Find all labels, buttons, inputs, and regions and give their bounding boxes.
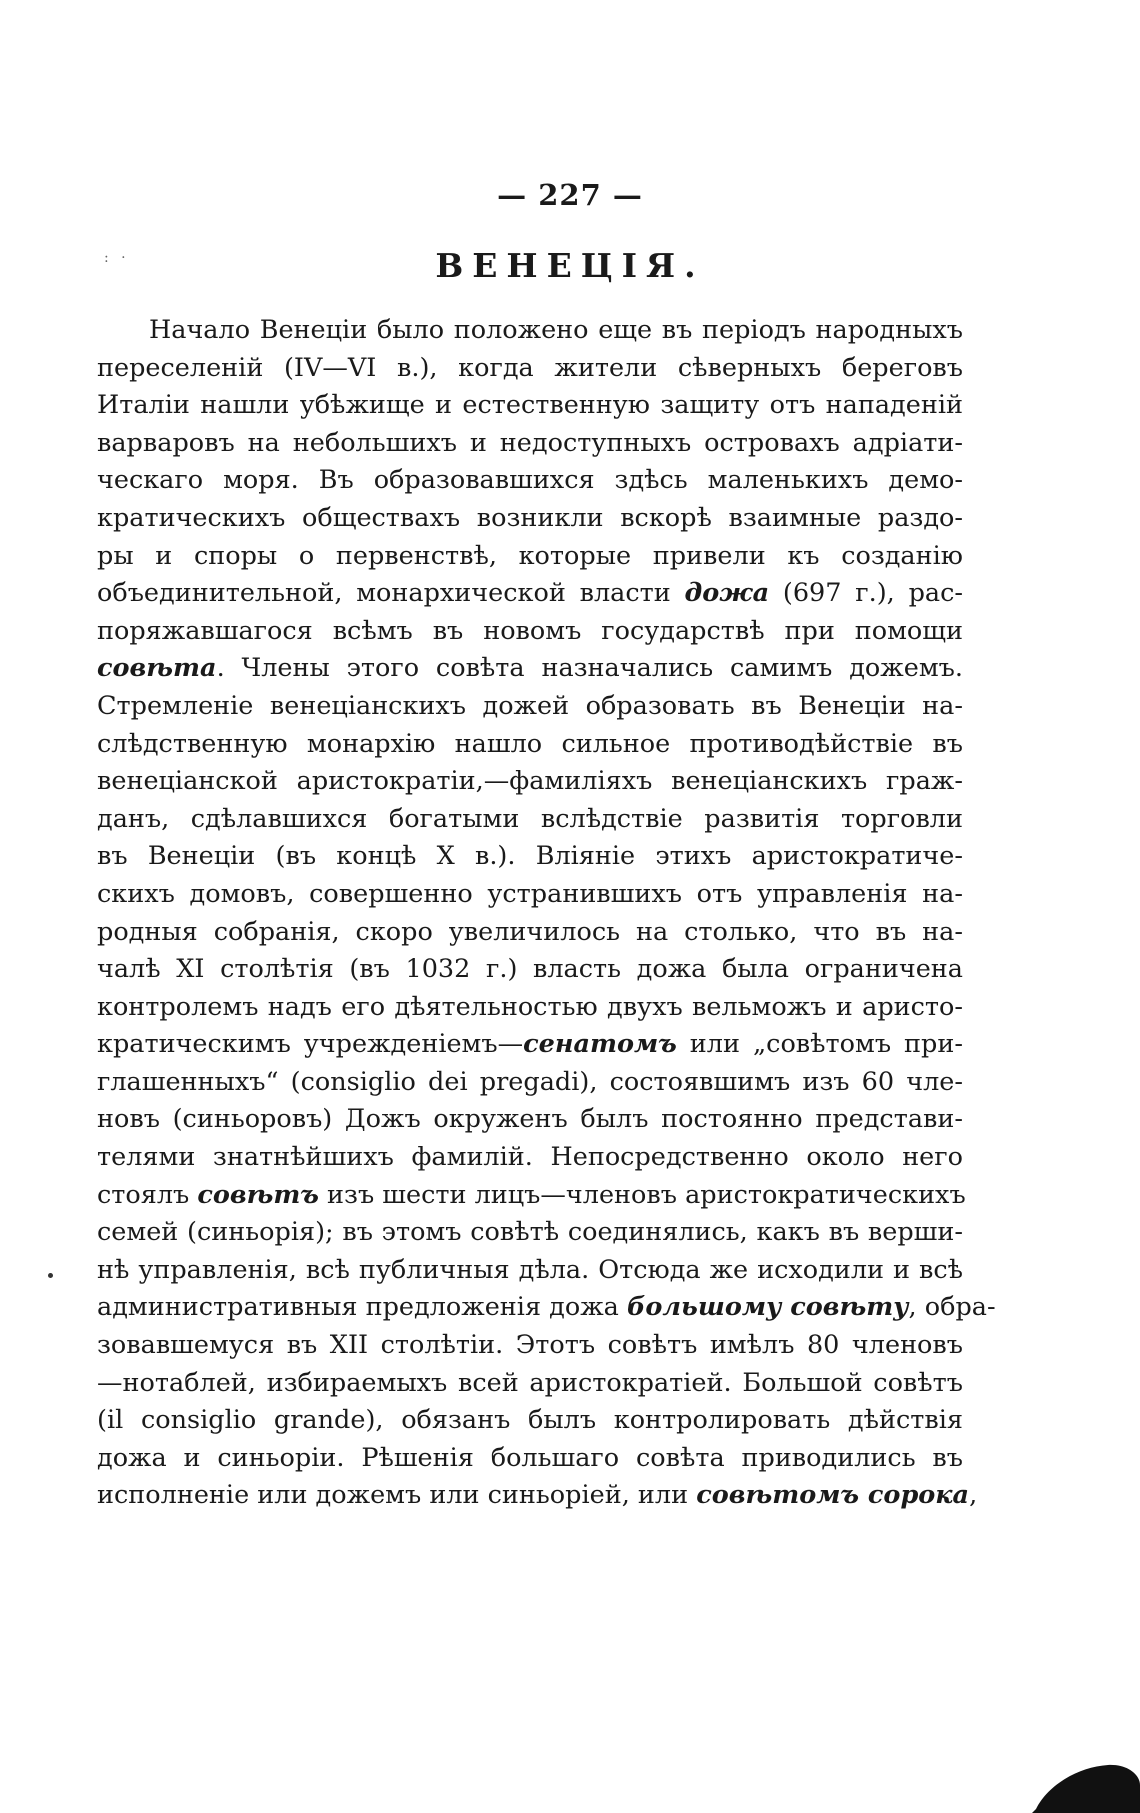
text-line: нѣ управленія, всѣ публичныя дѣла. Отсюда же исходили и всѣ <box>97 1254 963 1285</box>
text-line: ческаго моря. Въ образовавшихся здѣсь маленькихъ демо- <box>97 465 963 496</box>
text-line: дожа и синьоріи. Рѣшенія большаго совѣта приводились въ <box>97 1442 963 1473</box>
text-line <box>97 1477 978 1515</box>
emphasized-term: большому совѣту <box>626 1292 909 1323</box>
text-run: исполненіе или дожемъ или синьоріей, или <box>97 1480 697 1511</box>
page-number: — 227 — <box>497 178 643 212</box>
text-line: Стремленіе венеціанскихъ дожей образовать въ Венеціи на- <box>97 690 963 721</box>
text-line: слѣдственную монархію нашло сильное противодѣйствіе въ <box>97 728 963 759</box>
text-run: объединительной, монархической власти <box>97 578 685 609</box>
text-run: , обра- <box>908 1292 996 1323</box>
text-line: новъ (синьоровъ) Дожъ окруженъ былъ постоянно представи- <box>97 1104 963 1135</box>
text-run: (697 г.), рас- <box>769 578 963 609</box>
text-line: Начало Венеціи было положено еще въ періодъ народныхъ <box>149 315 963 345</box>
text-line: телями знатнѣйшихъ фамилій. Непосредственно около него <box>97 1142 963 1173</box>
text-line: кратическихъ обществахъ возникли вскорѣ взаимные раздо- <box>97 502 963 533</box>
text-line: варваровъ на небольшихъ и недоступныхъ островахъ адріати- <box>97 427 963 458</box>
body-text <box>97 312 996 1515</box>
text-line: поряжавшагося всѣмъ въ новомъ государствѣ при помощи <box>97 615 963 646</box>
text-line: данъ, сдѣлавшихся богатыми вслѣдствіе развитія торговли <box>97 803 963 834</box>
text-line: ры и споры о первенствѣ, которые привели къ созданію <box>97 540 963 571</box>
text-run: . Члены этого совѣта назначались самимъ дожемъ. <box>216 653 963 684</box>
text-line: глашенныхъ“ (consiglio dei pregadi), состоявшимъ изъ 60 чле- <box>97 1066 963 1097</box>
text-run: изъ шести лицъ—членовъ аристократическихъ <box>318 1179 966 1210</box>
ink-blot-mark <box>1028 1745 1140 1813</box>
text-run: стоялъ <box>97 1179 198 1210</box>
text-line: чалѣ XI столѣтія (въ 1032 г.) власть дожа была ограничена <box>97 954 963 985</box>
text-line: Италіи нашли убѣжище и естественную защиту отъ нападеній <box>97 390 963 421</box>
chapter-title: ВЕНЕЦІЯ. <box>435 246 705 285</box>
text-run: или „совѣтомъ при- <box>676 1029 963 1060</box>
emphasized-term: совѣта <box>97 653 217 684</box>
text-line <box>97 650 963 688</box>
text-run: административныя предложенія дожа <box>97 1292 627 1323</box>
text-line: —нотаблей, избираемыхъ всей аристократіей. Большой совѣтъ <box>97 1367 963 1398</box>
text-line: зовавшемуся въ XII столѣтіи. Этотъ совѣтъ имѣлъ 80 членовъ <box>97 1330 963 1361</box>
text-line: семей (синьорія); въ этомъ совѣтѣ соединялись, какъ въ верши- <box>97 1217 963 1248</box>
emphasized-term: сенатомъ <box>523 1029 677 1060</box>
text-line <box>97 1026 963 1064</box>
margin-dot <box>48 1273 53 1278</box>
emphasized-term: дожа <box>684 578 770 609</box>
text-line: переселеній (IV—VI в.), когда жители сѣверныхъ береговъ <box>97 352 963 383</box>
margin-specks: : · <box>104 250 130 266</box>
text-run: , <box>969 1480 978 1511</box>
text-line: въ Венеціи (въ концѣ X в.). Вліяніе этихъ аристократиче- <box>97 841 963 872</box>
emphasized-term: совѣтомъ сорока <box>696 1480 970 1511</box>
text-line: скихъ домовъ, совершенно устранившихъ отъ управленія на- <box>97 878 963 909</box>
text-line <box>97 1177 966 1215</box>
text-run: кратическимъ учрежденіемъ— <box>97 1029 524 1060</box>
text-line <box>97 575 963 613</box>
text-line: родныя собранія, скоро увеличилось на столько, что въ на- <box>97 916 963 947</box>
text-line: венеціанской аристократіи,—фамиліяхъ венеціанскихъ граж- <box>97 766 963 797</box>
emphasized-term: совѣтъ <box>197 1179 319 1210</box>
text-line: (il consiglio grande), обязанъ былъ контролировать дѣйствія <box>97 1405 963 1436</box>
text-line <box>97 1289 996 1327</box>
text-line: контролемъ надъ его дѣятельностью двухъ вельможъ и аристо- <box>97 991 963 1022</box>
